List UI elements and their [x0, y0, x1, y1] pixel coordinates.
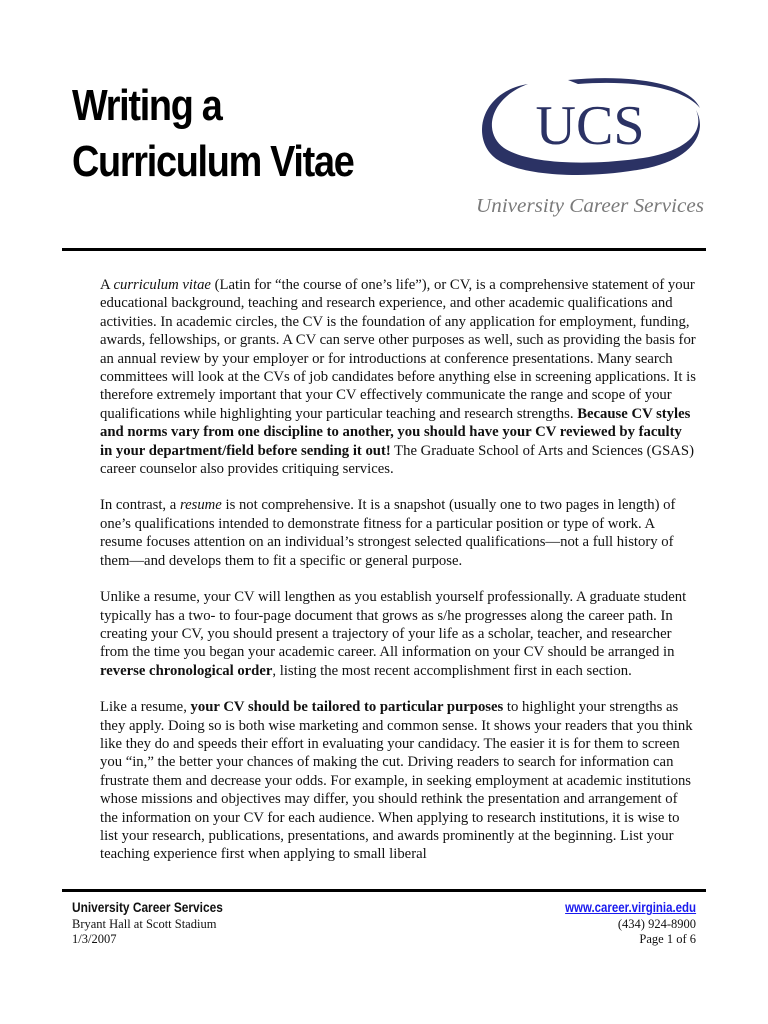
text-run: is not comprehensive. It is a snapshot (usually one to two pages in length) of one’s qualifications intended to demonstrate fitness for a particular position or type of work. A resume focuses attention on an individual’s strongest selected qualifications—not a full history of them—and develops them to fit a specific or general purpose.	[100, 497, 676, 569]
bold-run: reverse chronological order	[100, 662, 273, 679]
header-divider	[62, 248, 706, 251]
footer-right	[542, 900, 696, 948]
text-run: Unlike a resume, your CV will lengthen as you establish yourself professionally. A graduate student typically has a two- to four-page document that grows as s/he progresses along the career path. In creating your CV, you should present a trajectory of your life as a scholar, teacher, and researcher from the time you began your academic career. All information on your CV should be arranged in	[100, 589, 687, 661]
text-run: to highlight your strengths as they apply. Doing so is both wise marketing and common sense. It shows your readers that you think like they do and speeds their effort in evaluating your candidacy. The easier it is for them to screen you “in,” the better your chances of making the cut. Driving readers to search for information can frustrate them and decrease your odds. For example, in seeking employment at academic institutions whose missions and objectives may differ, you should rethink the presentation and arrangement of the information on your CV for each audience. When applying to research institutions, it is wise to list your research, publications, presentations, and awards prominently at the beginning. List your teaching experience first when applying to small liberal	[100, 699, 693, 863]
text-run: , listing the most recent accomplishment first in each section.	[272, 662, 632, 679]
bold-run: your CV should be tailored to particular purposes	[190, 699, 504, 716]
italic-run: curriculum vitae	[113, 277, 211, 293]
paragraph-4	[100, 698, 696, 864]
document-title	[72, 78, 353, 190]
footer-left	[72, 900, 249, 948]
bold-run: Because CV styles and norms vary from one discipline to another, you should have your CV reviewed by faculty in your department/field before sending it out!	[100, 405, 691, 459]
paragraph-1	[100, 276, 696, 478]
footer-org-name: University Career Services	[72, 899, 223, 915]
text-run: A	[100, 277, 114, 293]
footer-website-link[interactable]: www.career.virginia.edu	[565, 900, 696, 915]
footer-divider	[62, 889, 706, 892]
text-run: The Graduate School of Arts and Sciences (GSAS) career counselor also provides critiquing services.	[100, 442, 694, 478]
text-run: In contrast, a	[100, 497, 180, 514]
document-body	[100, 276, 696, 882]
italic-run: resume	[179, 497, 222, 514]
footer-page-number: Page 1 of 6	[639, 932, 696, 946]
paragraph-2	[100, 496, 696, 570]
title-line-2: Curriculum Vitae	[72, 137, 354, 186]
logo-tagline: University Career Services	[476, 196, 704, 217]
footer-date: 1/3/2007	[72, 932, 117, 946]
footer-phone: (434) 924-8900	[617, 916, 696, 931]
text-run: Like a resume,	[100, 699, 191, 716]
text-run: (Latin for “the course of one’s life”), or CV, is a comprehensive statement of your educational background, teaching and research experience, and other academic qualifications and activities. In academic circles, the CV is the foundation of any application for employment, funding, awards, fellowships, or grants. A CV can serve other purposes as well, such as providing the basis for an annual review by your employer or for introductions at conference presentations. Many search committees will look at the CVs of job candidates before anything else in screening applications. It is therefore extremely important that your CV effectively communicate the range and scope of your qualifications while highlighting your particular teaching and research strengths.	[100, 277, 696, 422]
ucs-logo	[468, 72, 708, 222]
paragraph-3	[100, 588, 696, 680]
title-line-1: Writing a	[72, 81, 222, 130]
footer-address: Bryant Hall at Scott Stadium	[72, 916, 217, 931]
logo-initials: UCS	[535, 95, 645, 157]
